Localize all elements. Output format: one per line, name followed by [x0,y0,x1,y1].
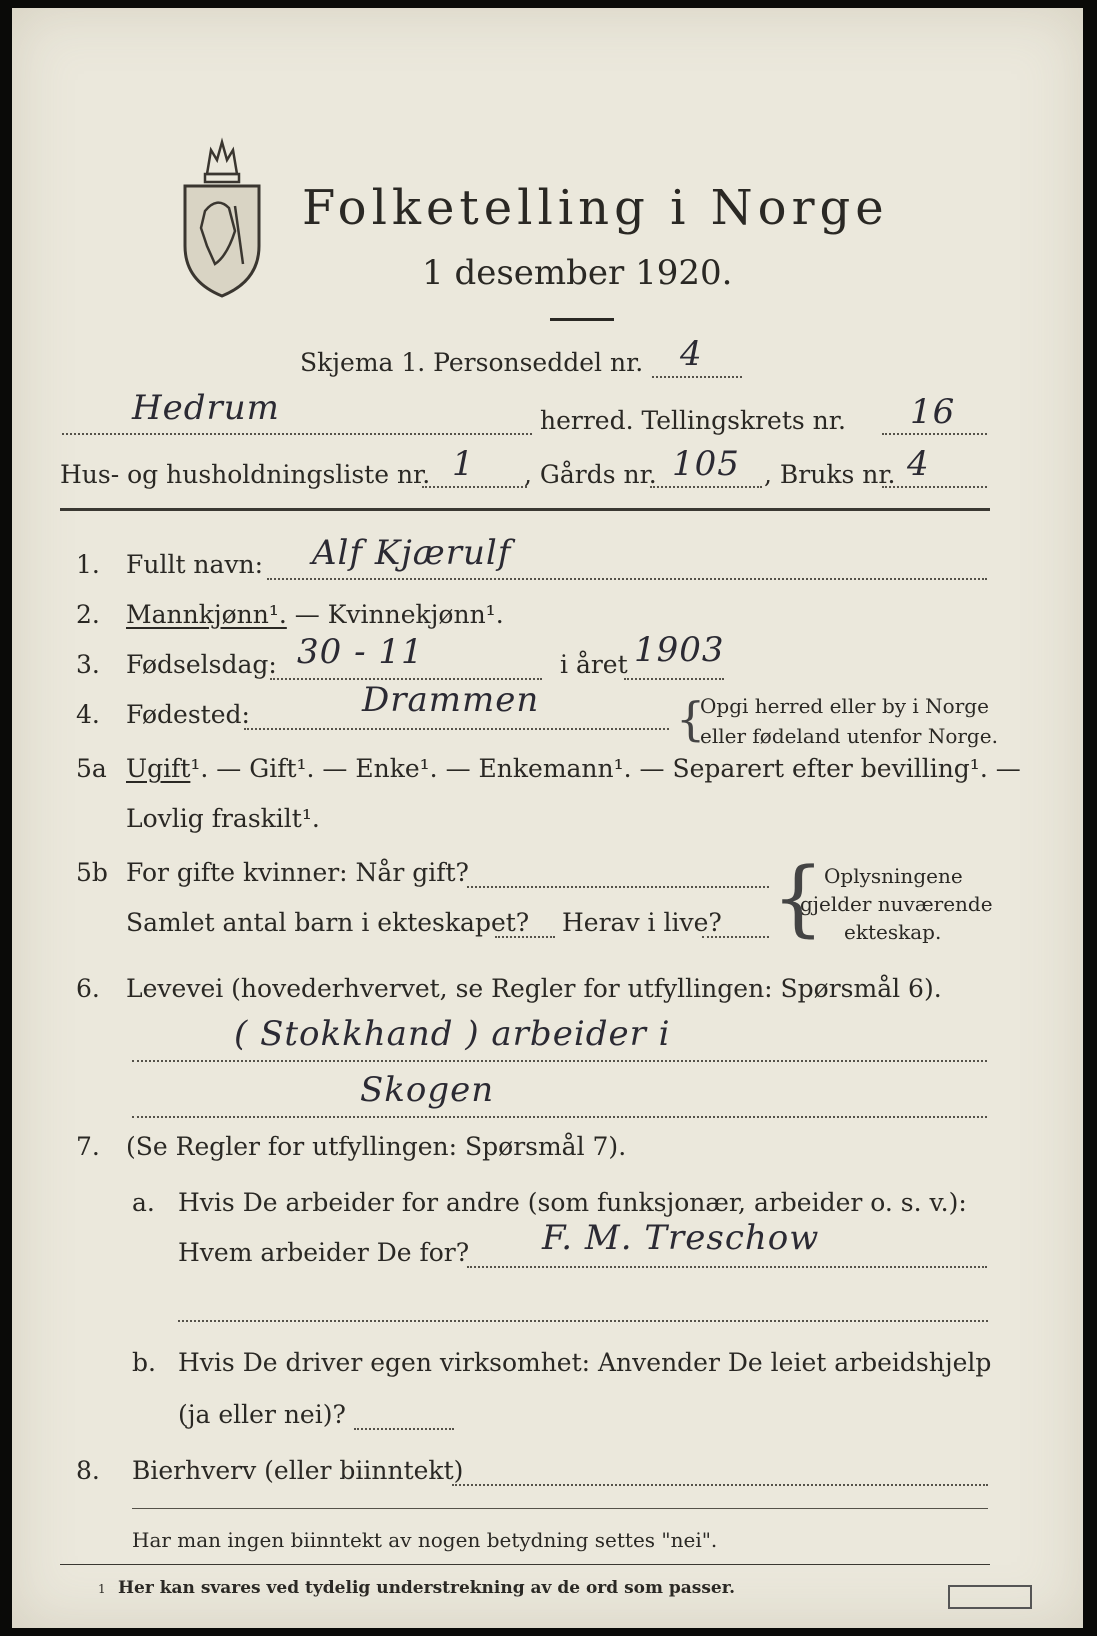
marriage-note-2: gjelder nuværende [800,892,993,916]
birth-place-line [244,728,669,730]
birth-place-note-2: eller fødeland utenfor Norge. [700,724,998,748]
side-income-label: Bierhverv (eller biinntekt) [132,1456,464,1485]
marriage-note-3: ekteskap. [844,920,942,944]
q7-number: 7. [76,1132,100,1161]
employer-value: F. M. Treschow [542,1218,820,1258]
census-date: 1 desember 1920. [422,253,733,293]
q6-number: 6. [76,974,100,1003]
title-divider [550,318,614,321]
footnote-mark: 1 [98,1582,106,1596]
q7b-label-1: Hvis De driver egen virksomhet: Anvender De leiet arbeidshjelp [178,1348,992,1377]
gender-separator: — [294,600,320,629]
occupation-line-1 [132,1060,987,1062]
birth-place-note-1: Opgi herred eller by i Norge [700,694,989,718]
employer-line [467,1266,987,1268]
side-income-note: Har man ingen biinntekt av nogen betydning settes "nei". [132,1528,718,1552]
side-income-separator [132,1508,988,1509]
bruks-label: , Bruks nr. [764,460,896,489]
printer-stamp [948,1585,1032,1609]
occupation-label: Levevei (hovederhvervet, se Regler for utfyllingen: Spørsmål 6). [126,974,942,1003]
husholdningsliste-label: Hus- og husholdningsliste nr. [60,460,431,489]
q2-number: 2. [76,600,100,629]
gards-nr-value: 105 [672,444,740,484]
birth-place-brace: { [676,692,706,746]
header-separator [60,508,990,511]
employer-extra-line [178,1320,988,1322]
married-when-line [467,886,769,888]
herred-line [62,433,532,435]
birth-year-line [624,678,724,680]
gender-male-option: Mannkjønn¹. [126,600,287,629]
full-name-line [267,578,987,580]
children-alive-line [702,936,769,938]
side-income-line [452,1484,988,1486]
marital-status-options [126,754,1021,783]
q1-number: 1. [76,550,100,579]
skjema-label: Skjema 1. Personseddel nr. [300,348,644,377]
coat-of-arms-icon [177,136,267,301]
q7-label: (Se Regler for utfyllingen: Spørsmål 7). [126,1132,627,1161]
birth-place-value: Drammen [362,680,540,720]
q7a-letter: a. [132,1188,155,1217]
birth-year-value: 1903 [634,630,725,670]
personseddel-nr-line [652,376,742,378]
q2-options [126,600,504,629]
marriage-note-brace: { [772,851,825,946]
husholdningsliste-nr-line [422,486,527,488]
q1-label: Fullt navn: [126,550,264,579]
q4-number: 4. [76,700,100,729]
bruks-nr-value: 4 [907,444,930,484]
footnote-text: Her kan svares ved tydelig understrekning av de ord som passer. [118,1578,736,1598]
footnote-separator [60,1564,990,1565]
marriage-note-1: Oplysningene [824,864,963,888]
census-form-page [12,8,1083,1628]
q5b-number: 5b [76,858,108,887]
q8-number: 8. [76,1456,100,1485]
bruks-nr-line [882,486,987,488]
gender-female-option: Kvinnekjønn¹. [327,600,504,629]
tellingskrets-nr-line [882,433,987,435]
full-name-value: Alf Kjærulf [312,533,512,573]
gards-label: , Gårds nr. [524,460,657,489]
q7b-label-2: (ja eller nei)? [178,1400,346,1429]
children-total-label: Samlet antal barn i ekteskapet? [126,908,530,937]
marital-other-options: ¹. — Gift¹. — Enke¹. — Enkemann¹. — Separert efter bevilling¹. — [190,754,1021,783]
herred-label: herred. Tellingskrets nr. [540,406,846,435]
birth-year-label: i året [560,650,628,679]
tellingskrets-nr-value: 16 [910,392,956,432]
q3-label: Fødselsdag: [126,650,277,679]
hired-help-line [354,1428,454,1430]
children-total-line [495,936,555,938]
q4-label: Fødested: [126,700,250,729]
herred-value: Hedrum [132,388,280,428]
birth-date-value: 30 - 11 [297,632,424,672]
gards-nr-line [650,486,762,488]
q5a-number: 5a [76,754,107,783]
q7b-letter: b. [132,1348,156,1377]
personseddel-nr-value: 4 [680,334,703,374]
children-alive-label: Herav i live? [562,908,722,937]
form-title: Folketelling i Norge [302,180,889,236]
occupation-value-2: Skogen [360,1070,495,1110]
q7a-label-2: Hvem arbeider De for? [178,1238,470,1267]
married-when-label: For gifte kvinner: Når gift? [126,858,469,887]
q7a-label-1: Hvis De arbeider for andre (som funksjonær, arbeider o. s. v.): [178,1188,967,1217]
marital-ugift-option: Ugift [126,754,191,783]
husholdningsliste-nr-value: 1 [452,444,475,484]
q3-number: 3. [76,650,100,679]
occupation-value-1: ( Stokkhand ) arbeider i [234,1014,671,1054]
marital-fraskilt-option: Lovlig fraskilt¹. [126,804,320,833]
occupation-line-2 [132,1116,987,1118]
